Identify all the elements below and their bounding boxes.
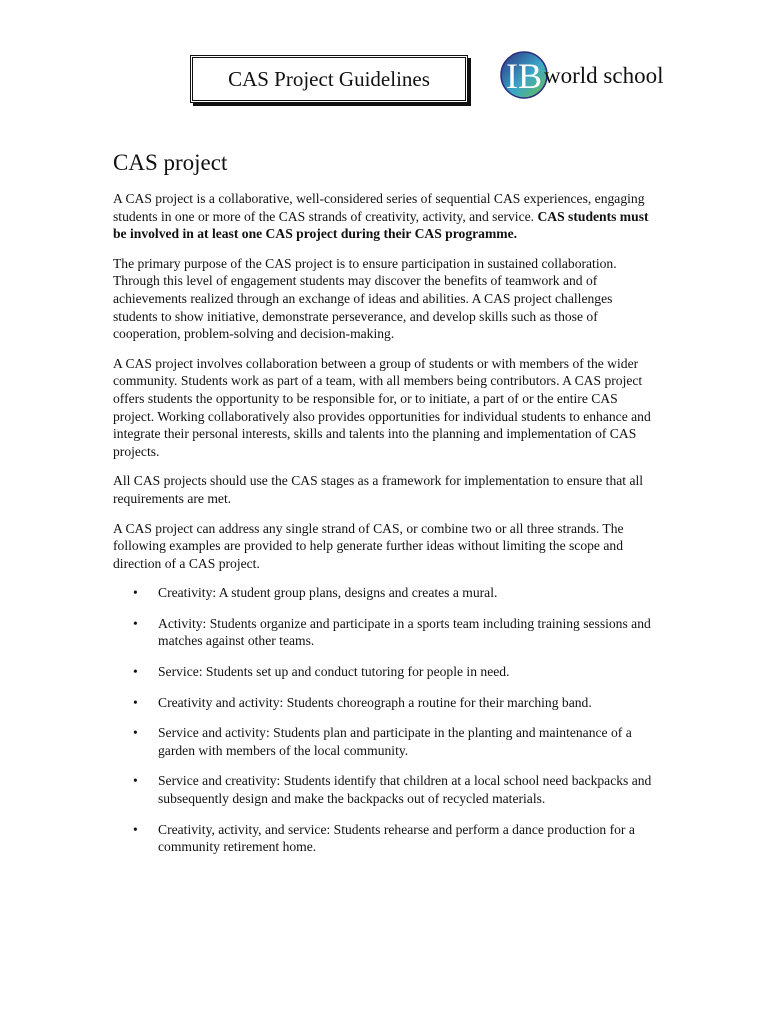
list-item: • Creativity, activity, and service: Students rehearse and perform a dance production for a community retirement home.: [133, 821, 635, 855]
framework-paragraph: All CAS projects should use the CAS stages as a framework for implementation to ensure that all requirements are met.: [113, 473, 644, 506]
section-heading: CAS project: [113, 150, 228, 175]
list-item: • Service: Students set up and conduct tutoring for people in need.: [133, 664, 510, 680]
logo-text: world school: [544, 63, 664, 88]
title-box: [190, 55, 468, 103]
examples-list: [113, 584, 658, 856]
collaboration-paragraph: A CAS project involves collaboration between a group of students or with members of the wider community. Students work as part of a team, with all members being contributors. A CAS project offers students the opportunity to be responsible for, or to initiate, a part of or the entire CAS project. Working collaboratively also provides opportunities for individual students to enhance and integrate their personal interests, skills and talents into the planning and implementation of CAS projects.: [113, 355, 651, 459]
ib-world-school-logo: [500, 50, 670, 100]
bullet-icon: •: [133, 773, 138, 789]
logo-mark: IB: [506, 56, 542, 96]
document-body: [113, 150, 658, 869]
intro-paragraph: [113, 190, 658, 243]
bullet-icon: •: [133, 585, 138, 601]
list-item: • Service and activity: Students plan and participate in the planting and maintenance of a garden with members of the local community.: [133, 725, 632, 758]
strands-paragraph: A CAS project can address any single strand of CAS, or combine two or all three strands. The following examples are provided to help generate further ideas without limiting the scope and direction of a CAS project.: [113, 520, 624, 571]
list-item: • Creativity and activity: Students choreograph a routine for their marching band.: [133, 694, 592, 710]
bullet-icon: •: [133, 694, 138, 710]
list-item: • Service and creativity: Students identify that children at a local school need backpacks and subsequently design and make the backpacks out of recycled materials.: [133, 773, 652, 807]
bullet-icon: •: [133, 725, 138, 741]
intro-text: A CAS project is a collaborative, well-considered series of sequential CAS experiences, engaging students in one or more of the CAS strands of creativity, activity, and service.: [113, 191, 645, 224]
ib-logo-icon: [500, 50, 670, 100]
purpose-paragraph: The primary purpose of the CAS project is to ensure participation in sustained collaboration. Through this level of engagement students may discover the benefits of teamwork and of achievements realized through an exchange of ideas and abilities. A CAS project challenges students to show initiative, demonstrate perseverance, and develop skills such as those of cooperation, problem-solving and decision-making.: [113, 255, 617, 342]
bullet-icon: •: [133, 821, 138, 837]
bullet-icon: •: [133, 664, 138, 680]
page-title: CAS Project Guidelines: [228, 66, 430, 91]
list-item: • Activity: Students organize and participate in a sports team including training sessions and matches against other teams.: [133, 615, 651, 649]
intro-requirement: CAS students must be involved in at least one CAS project during their CAS programme.: [113, 208, 649, 242]
bullet-icon: •: [133, 615, 138, 631]
list-item: • Creativity: A student group plans, designs and creates a mural.: [133, 585, 498, 601]
